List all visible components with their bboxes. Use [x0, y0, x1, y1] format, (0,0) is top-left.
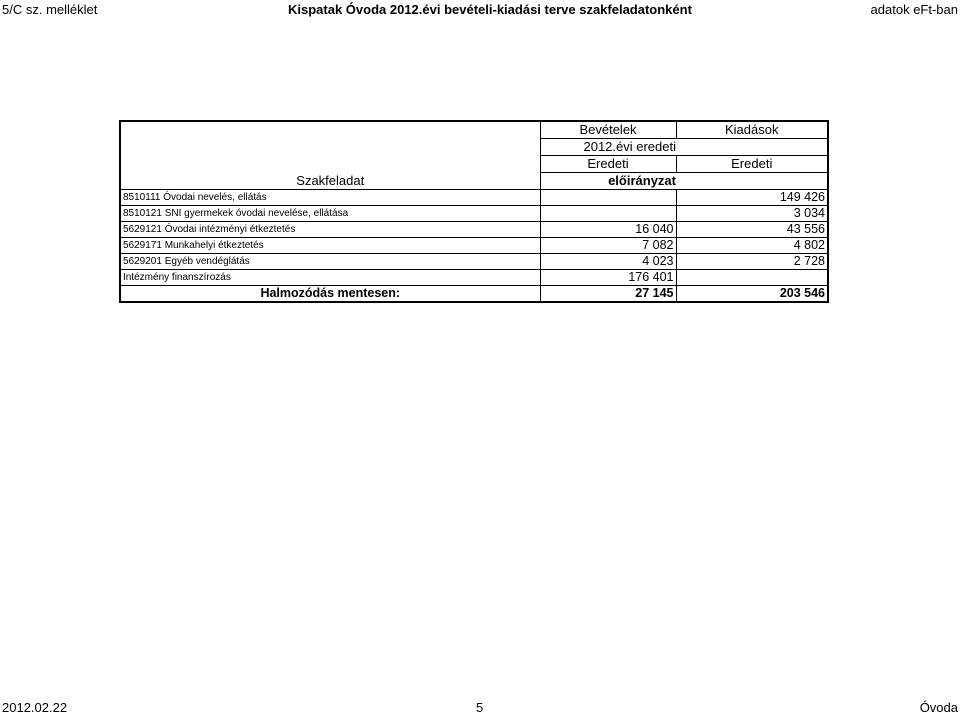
budget-table [119, 120, 829, 303]
table-row [120, 270, 828, 286]
row-bevetel: 176 401 [540, 270, 676, 286]
page-title: Kispatak Óvoda 2012.évi bevételi-kiadási terve szakfeladatonként [288, 2, 692, 17]
row-label: 8510121 SNI gyermekek óvodai nevelése, ellátása [120, 206, 540, 222]
col-bevetelek: Bevételek [540, 121, 676, 139]
row-label: 5629201 Egyéb vendéglátás [120, 254, 540, 270]
row-bevetel [540, 190, 676, 206]
row-bevetel: 7 082 [540, 238, 676, 254]
row-label: 5629171 Munkahelyi étkeztetés [120, 238, 540, 254]
row-kiadas: 3 034 [676, 206, 828, 222]
eredeti-bevetel: Eredeti [540, 156, 676, 173]
table-row [120, 190, 828, 206]
eredeti-kiadas: Eredeti [676, 156, 828, 173]
page-number: 5 [476, 700, 484, 715]
row-bevetel [540, 206, 676, 222]
unit-note: adatok eFt-ban [870, 2, 958, 17]
header-row-2 [120, 139, 828, 156]
row-kiadas [676, 270, 828, 286]
row-bevetel: 16 040 [540, 222, 676, 238]
table-row [120, 222, 828, 238]
row-kiadas: 149 426 [676, 190, 828, 206]
row-label: 5629121 Óvodai intézményi étkeztetés [120, 222, 540, 238]
header-row-4 [120, 173, 828, 190]
total-label: Halmozódás mentesen: [120, 286, 540, 303]
total-kiadas: 203 546 [676, 286, 828, 303]
row-label: Intézmény finanszírozás [120, 270, 540, 286]
row-kiadas: 43 556 [676, 222, 828, 238]
year-header: 2012.évi eredeti [540, 139, 676, 156]
total-row [120, 286, 828, 303]
footer-date: 2012.02.22 [2, 700, 68, 715]
row-label: 8510111 Óvodai nevelés, ellátás [120, 190, 540, 206]
header-row-3 [120, 156, 828, 173]
col-kiadasok: Kiadások [676, 121, 828, 139]
table-row [120, 238, 828, 254]
row-kiadas: 4 802 [676, 238, 828, 254]
annex-label: 5/C sz. melléklet [2, 2, 98, 17]
table-row [120, 254, 828, 270]
footer-sheet-name: Óvoda [919, 700, 958, 715]
eloiranyzat-label: előirányzat [540, 173, 676, 190]
row-bevetel: 4 023 [540, 254, 676, 270]
table-row [120, 206, 828, 222]
row-kiadas: 2 728 [676, 254, 828, 270]
col-szakfeladat: Szakfeladat [120, 173, 540, 190]
header-row-1 [120, 121, 828, 139]
total-bevetel: 27 145 [540, 286, 676, 303]
